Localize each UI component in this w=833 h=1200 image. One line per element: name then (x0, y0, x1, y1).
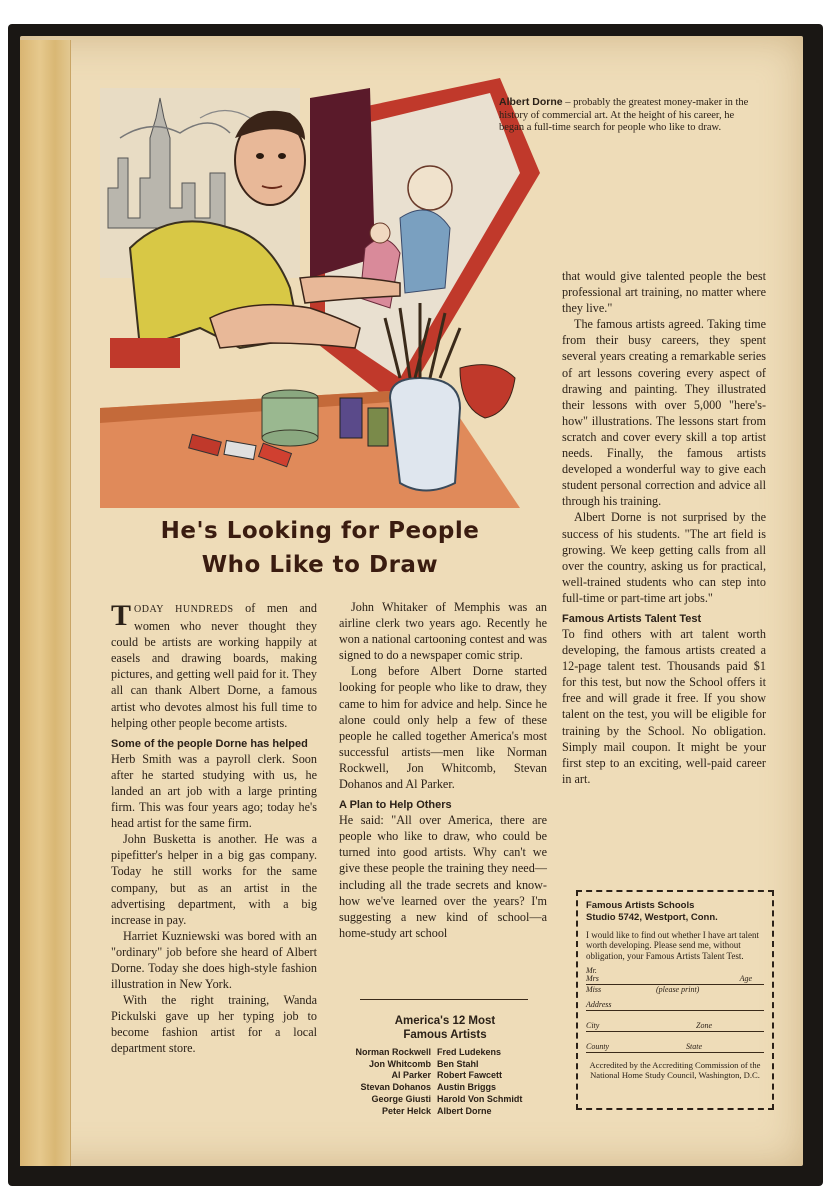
artist-name: Al Parker (391, 1070, 431, 1081)
artist-row (338, 1070, 553, 1082)
name-field[interactable] (586, 975, 764, 985)
artist-name: George Giusti (371, 1093, 431, 1104)
subheading-talent-test: Famous Artists Talent Test (562, 612, 702, 625)
column1-paragraph-1-text: of men and women who never thought they could be artists are working happily at easels and drawing boards, making pictures, and getting well paid for it. They all can thank Albert Dorne, a famous artist who devotes almost his full time to helping other people become artists. (111, 601, 317, 730)
article-column-2 (339, 599, 547, 941)
coupon-please-print: (please print) (656, 984, 700, 994)
coupon-city: City (586, 1020, 600, 1030)
column3-paragraph-1: that would give talented people the best professional art training, no matter where they live." (562, 269, 766, 316)
artist-name: Harold Von Schmidt (437, 1093, 523, 1104)
famous-artists-title (345, 1014, 545, 1042)
column2-paragraph-1: John Whitaker of Memphis was an airline clerk two years ago. Recently he won a national cartooning contest and was signed to do a newspaper comic strip. (339, 600, 547, 663)
artist-row (338, 1047, 553, 1059)
artist-name: Austin Briggs (437, 1082, 497, 1093)
coupon-zone: Zone (696, 1020, 712, 1030)
caption-name: Albert Dorne (499, 96, 563, 108)
artist-name: Stevan Dohanos (360, 1082, 431, 1093)
coupon-miss: Miss (586, 984, 602, 994)
coupon-age: Age (739, 973, 752, 983)
artist-name: Robert Fawcett (437, 1070, 503, 1081)
subheading-dorne-helped: Some of the people Dorne has helped (111, 737, 308, 750)
artist-name: Norman Rockwell (355, 1047, 431, 1057)
mail-coupon[interactable] (576, 890, 774, 1110)
subheading-plan: A Plan to Help Others (339, 799, 452, 812)
column1-paragraph-2: Herb Smith was a payroll clerk. Soon after he started studying with us, he landed an art job with a large printing firm. This was four years ago; today he's head artist for the same firm. (111, 751, 317, 831)
caption-text: – probably the greatest money-maker in the history of commercial art. At the height of his career, he began a full-time search for people who like to draw. (499, 97, 749, 133)
column2-paragraph-2: Long before Albert Dorne started looking for people who like to draw, they came to him for advice and help. Since he alone could only help a few of these people he called together America's most successful artists—men like Norman Rockwell, Jon Whitcomb, Stevan Dohanos and Al Parker. (339, 664, 547, 792)
coupon-mrs: Mrs (586, 973, 599, 983)
county-state-field[interactable] (586, 1038, 764, 1053)
opening-smallcaps: ODAY HUNDREDS (134, 604, 234, 615)
column3-paragraph-2: The famous artists agreed. Taking time from their busy careers, they spent several years creating a remarkable series of art lessons covering every aspect of drawing and painting. They illustrated their lessons with over 5,000 "here's-how" illustrations. The lessons start from scratch and cover every skill a top artist needs. Finally, the famous artists developed a wonderful way to give each student personal correction and advice all through his training. (562, 317, 766, 509)
column1-paragraph-3: John Busketta is another. He was a pipefitter's helper in a big gas company. Today he still works for the same company, but as an artist in the advertising department, with a big increase in pay. (111, 832, 317, 927)
city-zone-field[interactable] (586, 1017, 764, 1032)
coupon-mr: Mr. (586, 965, 597, 975)
column1-paragraph-4: Harriet Kuzniewski was bored with an "ordinary" job before she heard of Albert Dorne. Today she does high-style fashion illustration in New York. (111, 928, 317, 992)
famous-title-line-1: America's 12 Most (394, 1015, 496, 1027)
coupon-county: County (586, 1041, 610, 1051)
address-field[interactable] (586, 996, 764, 1011)
famous-title-line-2: Famous Artists (403, 1029, 487, 1041)
article-column-1 (111, 600, 317, 1057)
headline-line-1: He's Looking for People (160, 518, 480, 544)
coupon-miss-row (586, 985, 764, 994)
artist-row (338, 1106, 553, 1118)
artist-name: Ben Stahl (437, 1058, 479, 1069)
coupon-state: State (686, 1041, 702, 1051)
coupon-accredited: Accredited by the Accrediting Commission of the National Home Study Council, Washington, D.C. (589, 1059, 761, 1080)
comic-spine (20, 40, 71, 1166)
page-headline (110, 514, 530, 582)
coupon-title-2: Studio 5742, Westport, Conn. (586, 912, 718, 923)
coupon-body: I would like to find out whether I have art talent worth developing. Please send me, without obligation, your Famous Artists Talent Test. (586, 930, 759, 961)
column3-paragraph-4: To find others with art talent worth developing, the famous artists created a 12-page talent test. Thousands paid $1 for this test, but now the School offers it free and will grade it free. If you show talent on the test, you will be eligible for training by the School. No obligation. Simply mail coupon. It might be your first step to an exciting, well-paid career in art. (562, 626, 766, 786)
column3-paragraph-3: Albert Dorne is not surprised by the success of his students. "The art field is growing. We keep getting calls from all over the country, asking us for practical, well-trained students who can step into full-time or part-time art jobs." (562, 510, 766, 605)
artist-name: Peter Helck (381, 1105, 431, 1116)
drop-cap: T (111, 599, 132, 632)
coupon-address: Address (586, 999, 612, 1009)
column1-paragraph-1 (111, 600, 317, 731)
coupon-title-1: Famous Artists Schools (586, 900, 695, 911)
column1-paragraph-5: With the right training, Wanda Pickulski gave up her typing job to become fashion artist for a local department store. (111, 993, 317, 1056)
albert-dorne-illustration (100, 78, 540, 508)
artist-name: Jon Whitcomb (369, 1058, 431, 1069)
headline-line-2: Who Like to Draw (201, 552, 439, 578)
artist-name: Fred Ludekens (437, 1047, 502, 1057)
famous-artists-list (338, 1047, 553, 1117)
artist-name: Albert Dorne (437, 1105, 492, 1116)
illustration-caption (499, 96, 749, 135)
artist-row (338, 1082, 553, 1094)
artist-row (338, 1094, 553, 1106)
artist-row (338, 1059, 553, 1071)
column2-paragraph-3: He said: "All over America, there are people who like to draw, who could be turned into good artists. Why can't we give these people the training they need—including all the trade secrets and know-how we've learned over the years? I'm suggesting a new kind of school—a home-study art school (339, 813, 547, 940)
divider-rule (360, 999, 528, 1000)
article-column-3 (562, 268, 766, 787)
